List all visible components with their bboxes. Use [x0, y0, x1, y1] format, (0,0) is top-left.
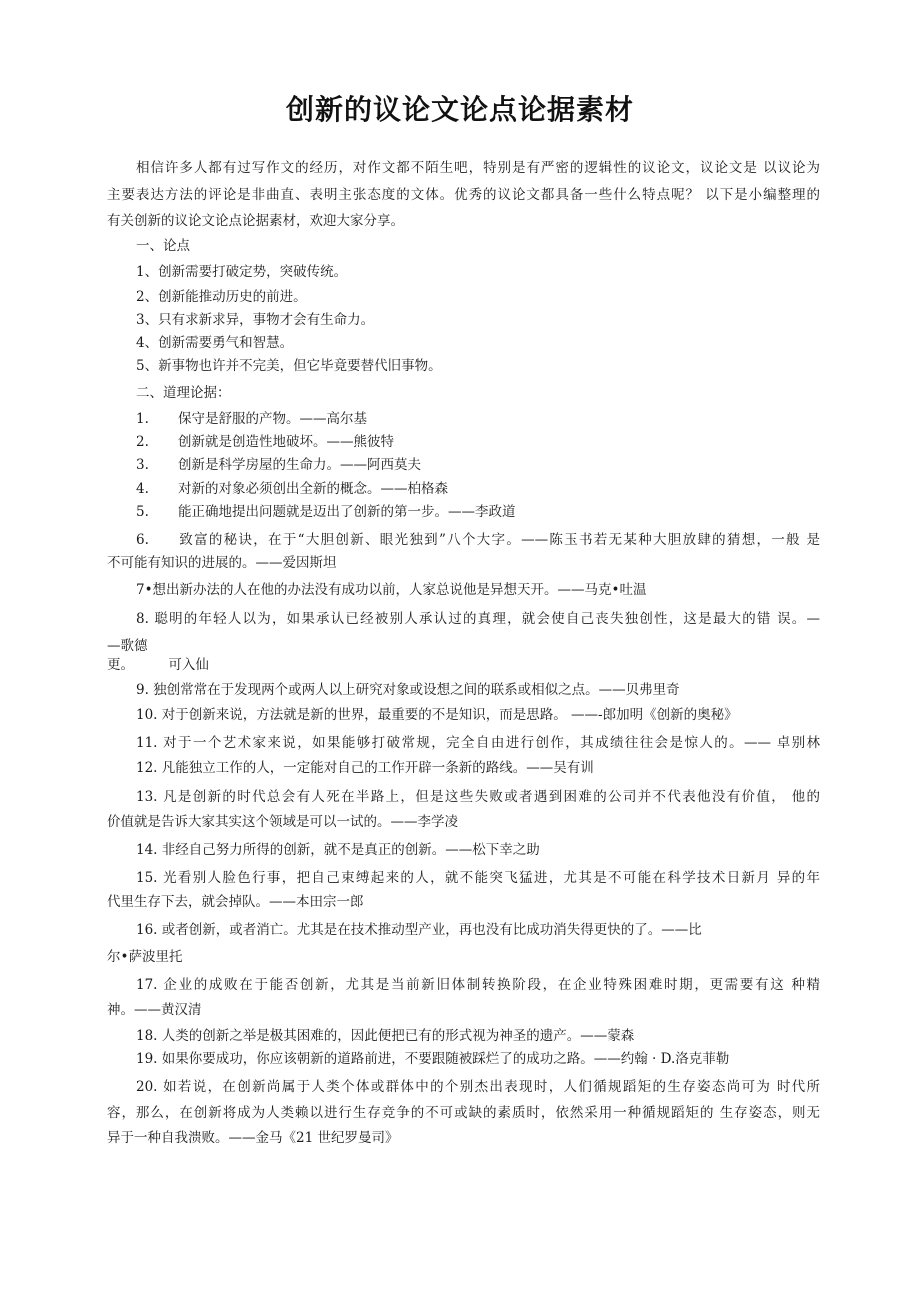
text-line: [136, 681, 680, 699]
line-text: 致富的秘诀，在于“大胆创新、眼光独到”八个大字。——陈玉书若无某种大胆放肆的猜想，一般 是: [178, 532, 820, 548]
text-line: [107, 1104, 820, 1122]
line-text: 相信许多人都有过写作文的经历，对作文都不陌生吧，特别是有严密的逻辑性的议论文，议论文是 以议论为: [136, 160, 820, 176]
text-line: [136, 384, 231, 402]
text-line: [136, 410, 367, 428]
text-line: [136, 159, 820, 177]
line-text: 18. 人类的创新之举是极其困难的，因此便把已有的形式视为神圣的遗产。——蒙森: [136, 1028, 635, 1044]
text-line: [136, 581, 647, 599]
line-text: 11. 对于一个艺术家来说，如果能够打破常规，完全自由进行创作，其成绩往往会是惊人的。—— 卓别林: [136, 735, 820, 751]
line-text: 5、新事物也许并不完美，但它毕竟要替代旧事物。: [136, 358, 442, 374]
line-text: 3、只有求新求异，事物才会有生命力。: [136, 312, 375, 328]
line-text: 9. 独创常常在于发现两个或两人以上研究对象或设想之间的联系或相似之点。——贝弗里奇: [136, 682, 680, 698]
line-text: 更。 可入仙: [107, 657, 209, 673]
text-line: [136, 456, 421, 474]
line-text: 主要表达方法的评论是非曲直、表明主张态度的文体。优秀的议论文都具备一些什么特点呢？ 以下是小编整理的: [107, 187, 820, 203]
text-line: [107, 554, 337, 572]
text-line: [136, 1027, 634, 1045]
line-text: 10. 对于创新来说，方法就是新的世界，最重要的不是知识，而是思路。 ——-郎加明《创新的奥秘》: [136, 707, 738, 723]
line-text: 20. 如若说，在创新尚属于人类个体或群体中的个别杰出表现时，人们循规蹈矩的生存姿态尚可为 时代所: [136, 1079, 820, 1095]
text-line: [136, 1078, 820, 1096]
text-line: [136, 288, 307, 306]
item-number: 3.: [136, 457, 149, 473]
text-line: [136, 311, 374, 329]
text-line: [107, 1129, 398, 1147]
line-text: 二、道理论据：: [136, 385, 231, 401]
line-text: 一、论点: [136, 238, 190, 254]
document-title: 创新的议论文论点论据素材: [285, 93, 634, 126]
text-line: [136, 734, 820, 752]
line-text: 创新就是创造性地破坏。——熊彼特: [178, 434, 394, 450]
line-text: 能正确地提出问题就是迈出了创新的第一步。——李政道: [178, 504, 516, 520]
text-line: [136, 263, 347, 281]
line-text: 不可能有知识的进展的。——爱因斯坦: [107, 555, 337, 571]
line-text: 价值就是告诉大家其实这个领域是可以一试的。——李学凌: [107, 814, 458, 830]
line-text: 容，那么，在创新将成为人类赖以进行生存竞争的不可或缺的素质时，依然采用一种循规蹈矩的 生存姿态，则无: [107, 1105, 820, 1121]
text-line: [136, 706, 738, 724]
text-line: [136, 976, 820, 994]
text-line: [136, 531, 820, 549]
text-line: [107, 186, 820, 204]
line-text: 17. 企业的成败在于能否创新，尤其是当前新旧体制转换阶段，在企业特殊困难时期，更需要有这 种精: [136, 977, 820, 993]
item-number: 6.: [136, 532, 149, 548]
line-text: 2、创新能推动历史的前进。: [136, 289, 307, 305]
line-text: 7•想出新办法的人在他的办法没有成功以前，人家总说他是异想天开。——马克•吐温: [136, 582, 647, 598]
line-text: 16. 或者创新，或者消亡。尤其是在技术推动型产业，再也没有比成功消失得更快的了。——比: [136, 922, 702, 938]
line-text: 13. 凡是创新的时代总会有人死在半路上，但是这些失败或者遇到困难的公司并不代表他没有价值， 他的: [136, 789, 820, 805]
line-text: 1、创新需要打破定势，突破传统。: [136, 264, 348, 280]
line-text: 有关创新的议论文论点论据素材，欢迎大家分享。: [107, 213, 404, 229]
text-line: [107, 212, 404, 230]
text-line: [107, 893, 364, 911]
line-text: 代里生存下去，就会掉队。——本田宗一郎: [107, 894, 364, 910]
text-line: [136, 921, 702, 939]
line-text: 创新是科学房屋的生命力。——阿西莫夫: [178, 457, 421, 473]
line-text: 异于一种自我溃败。——金马《21 世纪罗曼司》: [107, 1130, 399, 1146]
line-text: 14. 非经自己努力所得的创新，就不是真正的创新。——松下幸之助: [136, 842, 540, 858]
text-line: [136, 357, 442, 375]
line-text: 4、创新需要勇气和智慧。: [136, 335, 294, 351]
text-line: [107, 656, 209, 674]
text-line: [136, 1050, 729, 1068]
item-number: 1.: [136, 411, 149, 427]
line-text: 15. 光看别人脸色行事，把自己束缚起来的人，就不能突飞猛进，尤其是不可能在科学技术日新月 异的年: [136, 870, 820, 886]
item-number: 5.: [136, 504, 149, 520]
text-line: [136, 237, 190, 255]
text-line: [136, 433, 394, 451]
text-line: [136, 788, 820, 806]
item-number: 2.: [136, 434, 149, 450]
line-text: 8. 聪明的年轻人以为，如果承认已经被别人承认过的真理，就会使自己丧失独创性，这是最大的错 误。—: [136, 611, 820, 627]
line-text: 12. 凡能独立工作的人，一定能对自己的工作开辟一条新的路线。——吴有训: [136, 760, 594, 776]
line-text: 神。——黄汉清: [107, 1002, 202, 1018]
line-text: —歌德: [107, 638, 148, 654]
line-text: 19. 如果你要成功，你应该朝新的道路前进，不要跟随被踩烂了的成功之路。——约翰 · D.洛克菲勒: [136, 1051, 730, 1067]
text-line: [136, 610, 820, 628]
text-line: [136, 480, 448, 498]
text-line: [136, 841, 540, 859]
text-line: [107, 813, 458, 831]
text-line: [107, 948, 182, 966]
text-line: [107, 1001, 202, 1019]
line-text: 对新的对象必须创出全新的概念。——柏格森: [178, 481, 448, 497]
text-line: [107, 637, 148, 655]
text-line: [136, 503, 516, 521]
text-line: [136, 869, 820, 887]
line-text: 保守是舒服的产物。——高尔基: [178, 411, 367, 427]
line-text: 尔•萨波里托: [107, 949, 183, 965]
text-line: [136, 334, 293, 352]
item-number: 4.: [136, 481, 149, 497]
text-line: [136, 759, 594, 777]
